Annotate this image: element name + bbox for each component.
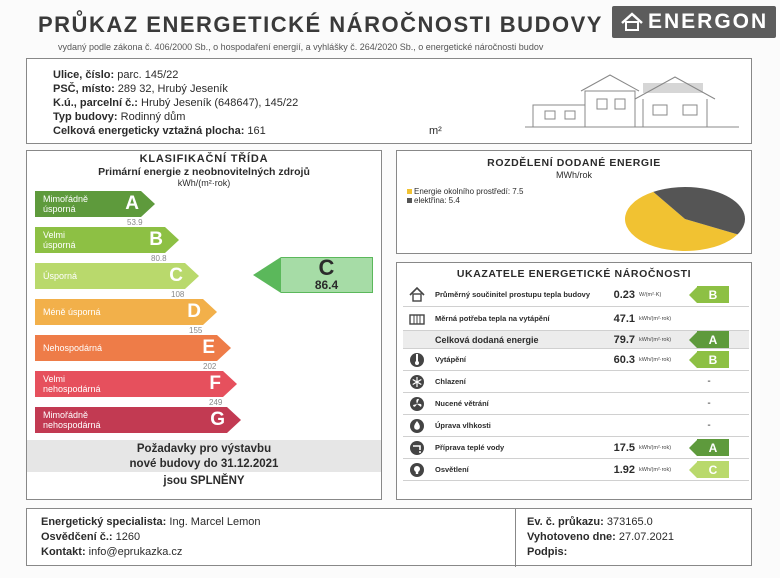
fan-icon	[407, 394, 427, 414]
specialist-value: Ing. Marcel Lemon	[169, 516, 261, 528]
current-class-value: 86.4	[314, 278, 339, 292]
legend-item-electricity: elektřina: 5.4	[407, 196, 460, 205]
class-band-label: Úsporná	[43, 271, 78, 281]
indicator-class-badge	[689, 351, 729, 368]
classification-subtitle: Primární energie z neobnovitelných zdrojů	[98, 166, 310, 178]
indicator-unit: kWh/(m²·rok)	[639, 356, 672, 363]
class-band-label: Velmi nehospodárná	[43, 374, 101, 394]
area-row: Celková energeticky vztažná plocha: 161	[53, 125, 266, 137]
class-band-e	[35, 335, 231, 361]
indicator-class-badge	[689, 331, 729, 348]
date-row: Vyhotoveno dne: 27.07.2021	[527, 531, 674, 543]
indicator-class-badge	[689, 439, 729, 456]
class-band-letter: E	[202, 337, 215, 358]
address-row: Ulice, číslo: parc. 145/22	[53, 69, 179, 81]
building-type-value: Rodinný dům	[120, 111, 186, 123]
indicator-row	[403, 393, 749, 415]
class-band-letter: F	[209, 373, 221, 394]
indicator-row	[403, 437, 749, 459]
indicator-unit: kWh/(m²·rok)	[639, 336, 672, 343]
class-threshold: 155	[189, 326, 203, 335]
ku-row: K.ú., parcelní č.: Hrubý Jeseník (648647), 145/22	[53, 97, 299, 109]
requirements-result: jsou SPLNĚNY	[163, 475, 245, 487]
class-band-letter: G	[210, 409, 225, 430]
class-band-letter: C	[169, 265, 183, 286]
classification-box	[26, 150, 382, 500]
property-info-box	[26, 58, 752, 144]
building-type-row: Typ budovy: Rodinný dům	[53, 111, 186, 123]
indicator-value: 1.92	[613, 463, 635, 476]
indicator-class-letter: A	[697, 331, 729, 348]
indicator-class-letter: A	[697, 439, 729, 456]
psc-value: 289 32, Hrubý Jeseník	[117, 83, 228, 95]
droplet-icon	[407, 416, 427, 436]
class-band-b	[35, 227, 179, 253]
indicator-row	[403, 371, 749, 393]
classification-unit: kWh/(m²·rok)	[177, 178, 231, 188]
indicator-label: Celková dodaná energie	[435, 334, 539, 345]
class-band-letter: B	[149, 229, 163, 250]
area-value: 161	[247, 125, 266, 137]
indicator-class-empty: -	[707, 376, 711, 387]
contact-value[interactable]: info@eprukazka.cz	[88, 546, 183, 558]
house-icon	[407, 285, 427, 305]
snowflake-icon	[407, 372, 427, 392]
class-band-a	[35, 191, 155, 217]
indicator-row	[403, 349, 749, 371]
class-band-arrow	[165, 227, 179, 253]
house-drawing	[525, 65, 745, 137]
indicator-class-letter: C	[697, 461, 729, 478]
indicator-label: Nucené větrání	[435, 398, 489, 408]
class-band-g	[35, 407, 241, 433]
class-band-arrow	[217, 335, 231, 361]
classification-title: KLASIFIKAČNÍ TŘÍDA	[139, 153, 269, 165]
current-class-arrow	[253, 257, 281, 293]
indicator-row	[403, 331, 749, 349]
indicator-value: 79.7	[613, 333, 635, 346]
distribution-title: ROZDĚLENÍ DODANÉ ENERGIE	[487, 157, 661, 169]
class-band-label: Nehospodárná	[43, 343, 103, 353]
indicators-box	[396, 262, 752, 500]
house-logo-icon	[620, 12, 644, 32]
class-band-label: Velmi úsporná	[43, 230, 76, 250]
radiator-icon	[407, 309, 427, 329]
requirements-line-1: Požadavky pro výstavbu	[136, 443, 272, 455]
class-threshold: 53.9	[127, 218, 143, 227]
class-band-arrow	[223, 371, 237, 397]
distribution-pie-chart	[623, 185, 747, 253]
indicator-class-badge	[689, 286, 729, 303]
heating-icon	[407, 350, 427, 370]
class-threshold: 108	[171, 290, 185, 299]
indicator-label: Osvětlení	[435, 464, 469, 474]
class-band-arrow	[227, 407, 241, 433]
indicator-unit: kWh/(m²·rok)	[639, 315, 672, 322]
indicator-class-letter: B	[697, 286, 729, 303]
cert-value: 1260	[115, 531, 141, 543]
indicator-label: Úprava vlhkosti	[435, 420, 491, 430]
legend-item-ambient: Energie okolního prostředí: 7.5	[407, 187, 523, 196]
indicator-label: Vytápění	[435, 354, 466, 364]
indicators-title: UKAZATELE ENERGETICKÉ NÁROČNOSTI	[456, 268, 692, 280]
cert-row: Osvědčení č.: 1260	[41, 531, 141, 543]
distribution-unit: MWh/rok	[556, 170, 592, 180]
ev-value: 373165.0	[606, 516, 653, 528]
indicator-value: 17.5	[613, 441, 635, 454]
logo-text: ENERGON	[648, 10, 769, 33]
class-threshold: 249	[209, 398, 223, 407]
indicator-label: Chlazení	[435, 376, 466, 386]
faucet-icon	[407, 438, 427, 458]
energon-logo	[612, 6, 776, 38]
current-class-indicator	[253, 257, 373, 293]
class-band-label: Mimořádně úsporná	[43, 194, 89, 214]
indicator-class-letter: B	[697, 351, 729, 368]
certificate-title: PRŮKAZ ENERGETICKÉ NÁROČNOSTI BUDOVY	[38, 12, 603, 37]
psc-row: PSČ, místo: 289 32, Hrubý Jeseník	[53, 83, 228, 95]
date-value: 27.07.2021	[618, 531, 674, 543]
indicator-row	[403, 283, 749, 307]
class-band-label: Mimořádně nehospodárná	[43, 410, 101, 430]
class-band-arrow	[185, 263, 199, 289]
class-band-letter: A	[125, 193, 139, 214]
certificate-subtitle: vydaný podle zákona č. 406/2000 Sb., o hospodaření energií, a vyhlášky č. 264/2020 Sb., o energetické náročnosti budov	[58, 42, 544, 52]
indicator-row	[403, 415, 749, 437]
class-band-f	[35, 371, 237, 397]
class-band-letter: D	[187, 301, 201, 322]
signature-row: Podpis:	[527, 546, 568, 558]
indicator-label: Průměrný součinitel prostupu tepla budovy	[435, 289, 591, 299]
ev-row: Ev. č. průkazu: 373165.0	[527, 516, 653, 528]
indicator-value: 47.1	[613, 312, 635, 325]
area-unit: m²	[429, 125, 442, 137]
indicator-row	[403, 307, 749, 331]
energy-distribution-box	[396, 150, 752, 254]
legend-swatch-ambient	[407, 189, 412, 194]
indicator-unit: W/(m²·K)	[639, 291, 662, 298]
indicator-value: 0.23	[613, 288, 635, 301]
class-band-arrow	[203, 299, 217, 325]
indicator-label: Měrná potřeba tepla na vytápění	[435, 313, 550, 323]
footer-divider	[515, 509, 516, 567]
requirements-line-2: nové budovy do 31.12.2021	[129, 458, 279, 470]
indicator-value: 60.3	[613, 353, 635, 366]
current-class-letter: C	[318, 255, 335, 280]
bulb-icon	[407, 460, 427, 480]
class-threshold: 80.8	[151, 254, 167, 263]
footer-box	[26, 508, 752, 566]
class-band-c	[35, 263, 199, 289]
specialist-row: Energetický specialista: Ing. Marcel Lemon	[41, 516, 261, 528]
class-threshold: 202	[203, 362, 217, 371]
class-band-label: Méně úsporná	[43, 307, 101, 317]
indicator-unit: kWh/(m²·rok)	[639, 444, 672, 451]
indicator-row	[403, 459, 749, 481]
indicator-label: Příprava teplé vody	[435, 442, 505, 452]
indicator-class-badge	[689, 461, 729, 478]
requirements-box	[27, 440, 381, 472]
indicator-unit: kWh/(m²·rok)	[639, 466, 672, 473]
class-band-d	[35, 299, 217, 325]
ku-value: Hrubý Jeseník (648647), 145/22	[141, 97, 299, 109]
indicator-class-empty: -	[707, 420, 711, 431]
address-value: parc. 145/22	[117, 69, 179, 81]
indicator-class-empty: -	[707, 398, 711, 409]
legend-swatch-electricity	[407, 198, 412, 203]
contact-row: Kontakt: info@eprukazka.cz	[41, 546, 183, 558]
class-band-arrow	[141, 191, 155, 217]
